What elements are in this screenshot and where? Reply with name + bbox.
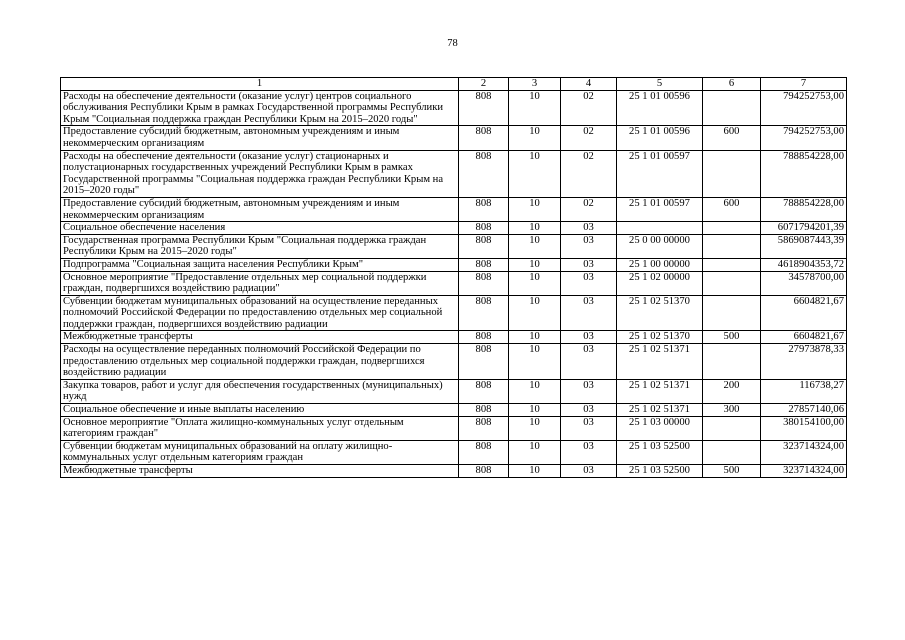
amount: 27857140,06 <box>761 404 847 417</box>
expense-type-code: 600 <box>703 126 761 150</box>
amount: 788854228,00 <box>761 197 847 221</box>
target-article-code: 25 1 03 52500 <box>617 440 703 464</box>
subsection-code: 02 <box>561 126 617 150</box>
expense-description: Субвенции бюджетам муниципальных образований на осуществление переданных полномочий Российской Федерации по предоставлению отдельных мер социальной поддержки граждан, подвергшихся воздействию радиации <box>61 295 459 331</box>
table-row <box>61 222 847 235</box>
ministry-code: 808 <box>459 197 509 221</box>
ministry-code: 808 <box>459 416 509 440</box>
expense-description: Социальное обеспечение населения <box>61 222 459 235</box>
target-article-code: 25 1 02 51371 <box>617 379 703 403</box>
table-row <box>61 271 847 295</box>
subsection-code: 03 <box>561 344 617 380</box>
expense-type-code: 600 <box>703 197 761 221</box>
expense-description: Социальное обеспечение и иные выплаты населению <box>61 404 459 417</box>
amount: 794252753,00 <box>761 126 847 150</box>
table-row <box>61 126 847 150</box>
subsection-code: 03 <box>561 331 617 344</box>
ministry-code: 808 <box>459 222 509 235</box>
expense-description: Предоставление субсидий бюджетным, автономным учреждениям и иным некоммерческим организациям <box>61 197 459 221</box>
expense-description: Подпрограмма "Социальная защита населения Республики Крым" <box>61 258 459 271</box>
table-row <box>61 150 847 197</box>
column-header: 6 <box>703 78 761 91</box>
section-code: 10 <box>509 416 561 440</box>
target-article-code: 25 1 02 00000 <box>617 271 703 295</box>
amount: 323714324,00 <box>761 440 847 464</box>
table-body <box>61 90 847 477</box>
expense-type-code <box>703 416 761 440</box>
ministry-code: 808 <box>459 90 509 126</box>
table-row <box>61 234 847 258</box>
ministry-code: 808 <box>459 331 509 344</box>
table-row <box>61 440 847 464</box>
section-code: 10 <box>509 90 561 126</box>
amount: 6604821,67 <box>761 331 847 344</box>
column-header: 5 <box>617 78 703 91</box>
ministry-code: 808 <box>459 258 509 271</box>
ministry-code: 808 <box>459 465 509 478</box>
target-article-code: 25 1 03 00000 <box>617 416 703 440</box>
target-article-code: 25 1 01 00596 <box>617 90 703 126</box>
subsection-code: 03 <box>561 440 617 464</box>
table-row <box>61 331 847 344</box>
target-article-code: 25 1 02 51371 <box>617 344 703 380</box>
subsection-code: 03 <box>561 404 617 417</box>
column-header: 2 <box>459 78 509 91</box>
subsection-code: 03 <box>561 379 617 403</box>
section-code: 10 <box>509 222 561 235</box>
section-code: 10 <box>509 197 561 221</box>
ministry-code: 808 <box>459 379 509 403</box>
column-header: 7 <box>761 78 847 91</box>
section-code: 10 <box>509 440 561 464</box>
table-row <box>61 416 847 440</box>
amount: 6071794201,39 <box>761 222 847 235</box>
subsection-code: 03 <box>561 465 617 478</box>
subsection-code: 02 <box>561 90 617 126</box>
expense-description: Государственная программа Республики Крым "Социальная поддержка граждан Республики Крым на 2015–2020 годы" <box>61 234 459 258</box>
expense-type-code <box>703 258 761 271</box>
section-code: 10 <box>509 150 561 197</box>
expense-type-code <box>703 295 761 331</box>
table-header-row <box>61 78 847 91</box>
expense-description: Расходы на обеспечение деятельности (оказание услуг) стационарных и полустационарных государственных учреждений Республики Крым в рамках Государственной программы "Социальная поддержка граждан Республики Крым на 2015–2020 годы" <box>61 150 459 197</box>
subsection-code: 03 <box>561 271 617 295</box>
amount: 5869087443,39 <box>761 234 847 258</box>
target-article-code: 25 0 00 00000 <box>617 234 703 258</box>
section-code: 10 <box>509 271 561 295</box>
expense-description: Закупка товаров, работ и услуг для обеспечения государственных (муниципальных) нужд <box>61 379 459 403</box>
subsection-code: 03 <box>561 258 617 271</box>
table-row <box>61 197 847 221</box>
section-code: 10 <box>509 331 561 344</box>
subsection-code: 02 <box>561 197 617 221</box>
ministry-code: 808 <box>459 271 509 295</box>
amount: 380154100,00 <box>761 416 847 440</box>
column-header: 3 <box>509 78 561 91</box>
page-number: 78 <box>447 38 458 49</box>
target-article-code: 25 1 02 51370 <box>617 331 703 344</box>
target-article-code: 25 1 02 51371 <box>617 404 703 417</box>
expense-type-code <box>703 271 761 295</box>
amount: 116738,27 <box>761 379 847 403</box>
section-code: 10 <box>509 258 561 271</box>
target-article-code: 25 1 02 51370 <box>617 295 703 331</box>
target-article-code: 25 1 01 00597 <box>617 150 703 197</box>
section-code: 10 <box>509 295 561 331</box>
ministry-code: 808 <box>459 150 509 197</box>
target-article-code: 25 1 03 52500 <box>617 465 703 478</box>
amount: 794252753,00 <box>761 90 847 126</box>
target-article-code <box>617 222 703 235</box>
table-row <box>61 90 847 126</box>
section-code: 10 <box>509 379 561 403</box>
table-row <box>61 465 847 478</box>
ministry-code: 808 <box>459 404 509 417</box>
amount: 788854228,00 <box>761 150 847 197</box>
amount: 323714324,00 <box>761 465 847 478</box>
expense-description: Расходы на осуществление переданных полномочий Российской Федерации по предоставлению отдельных мер социальной поддержки граждан, подвергшихся воздействию радиации <box>61 344 459 380</box>
expense-type-code <box>703 90 761 126</box>
section-code: 10 <box>509 404 561 417</box>
expense-type-code: 500 <box>703 465 761 478</box>
section-code: 10 <box>509 344 561 380</box>
subsection-code: 03 <box>561 295 617 331</box>
target-article-code: 25 1 00 00000 <box>617 258 703 271</box>
subsection-code: 03 <box>561 234 617 258</box>
subsection-code: 03 <box>561 416 617 440</box>
subsection-code: 03 <box>561 222 617 235</box>
ministry-code: 808 <box>459 126 509 150</box>
expense-type-code <box>703 150 761 197</box>
section-code: 10 <box>509 234 561 258</box>
table-row <box>61 344 847 380</box>
expense-description: Расходы на обеспечение деятельности (оказание услуг) центров социального обслуживания Республики Крым в рамках Государственной программы Республики Крым "Социальная поддержка граждан Республики Крым на 2015–2020 годы" <box>61 90 459 126</box>
ministry-code: 808 <box>459 344 509 380</box>
ministry-code: 808 <box>459 234 509 258</box>
section-code: 10 <box>509 465 561 478</box>
expense-description: Субвенции бюджетам муниципальных образований на оплату жилищно-коммунальных услуг отдельным категориям граждан <box>61 440 459 464</box>
target-article-code: 25 1 01 00596 <box>617 126 703 150</box>
budget-table <box>60 77 847 478</box>
amount: 6604821,67 <box>761 295 847 331</box>
table-row <box>61 379 847 403</box>
expense-description: Основное мероприятие "Предоставление отдельных мер социальной поддержки граждан, подвергшихся воздействию радиации" <box>61 271 459 295</box>
expense-description: Основное мероприятие "Оплата жилищно-коммунальных услуг отдельным категориям граждан" <box>61 416 459 440</box>
ministry-code: 808 <box>459 295 509 331</box>
expense-type-code <box>703 234 761 258</box>
expense-type-code: 500 <box>703 331 761 344</box>
table-row <box>61 295 847 331</box>
subsection-code: 02 <box>561 150 617 197</box>
expense-description: Межбюджетные трансферты <box>61 465 459 478</box>
expense-type-code <box>703 440 761 464</box>
expense-type-code: 300 <box>703 404 761 417</box>
expense-type-code <box>703 344 761 380</box>
expense-description: Предоставление субсидий бюджетным, автономным учреждениям и иным некоммерческим организациям <box>61 126 459 150</box>
column-header: 1 <box>61 78 459 91</box>
expense-type-code: 200 <box>703 379 761 403</box>
amount: 4618904353,72 <box>761 258 847 271</box>
expense-description: Межбюджетные трансферты <box>61 331 459 344</box>
expense-type-code <box>703 222 761 235</box>
table-row <box>61 404 847 417</box>
target-article-code: 25 1 01 00597 <box>617 197 703 221</box>
table-row <box>61 258 847 271</box>
column-header: 4 <box>561 78 617 91</box>
amount: 34578700,00 <box>761 271 847 295</box>
amount: 27973878,33 <box>761 344 847 380</box>
section-code: 10 <box>509 126 561 150</box>
ministry-code: 808 <box>459 440 509 464</box>
